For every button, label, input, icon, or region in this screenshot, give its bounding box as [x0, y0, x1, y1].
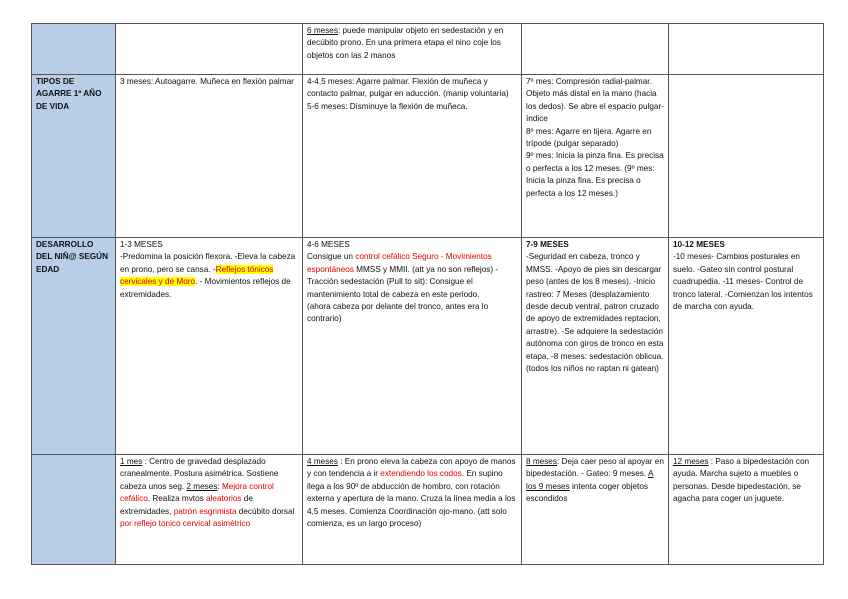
- cell-bottom-c1-t1: : Centro de gravedad desplazado cranealmente. Postura asimétrica. Sostiene cabeza unos seg.: [120, 457, 279, 491]
- cell-agarre-c3-p2: 8º mes: Agarre en tijera. Agarre en trípode (pulgar separado): [526, 126, 652, 149]
- cell-top-c2-lead: 6 meses: [307, 26, 338, 35]
- row-header-agarre: TIPOS DE AGARRE 1º AÑO DE VIDA: [32, 75, 116, 238]
- cell-bottom-c3-t2: intenta coger objetos escondidos: [526, 481, 648, 504]
- cell-desarrollo-c2: [303, 238, 522, 455]
- cell-bottom-c3-t1: : Deja caer peso al apoyar en bipedestación. - Gateo: 9 meses.: [526, 457, 664, 479]
- row-header-bottom: [32, 455, 116, 565]
- cell-agarre-c2: [303, 75, 522, 238]
- cell-bottom-c1-t4: de extremidades,: [120, 494, 253, 516]
- cell-desarrollo-c1-title: 1-3 MESES: [120, 240, 163, 249]
- cell-desarrollo-c1-t1: -Predomina la posición flexora. -Eleva la cabeza en prono, pero se cansa. -: [120, 252, 296, 274]
- cell-bottom-c4-t1: : Paso a bipedestación con ayuda. Marcha sujeto a muebles o personas. Desde bipedestación, se agacha para coger un juguete.: [673, 457, 810, 504]
- cell-agarre-c3-p1: 7º mes: Compresión radial-palmar. Objeto más distal en la mano (hacia los dedos). Se abre el espacio pulgar-índice: [526, 77, 664, 124]
- cell-agarre-c3-p3: 9º mes: Inicia la pinza fina. Es precisa o perfecta a los 12 meses. (9º mes: Inicia la pinza fina. Es precisa o perfecta a los 12 meses.): [526, 151, 664, 198]
- cell-desarrollo-c1: [116, 238, 303, 455]
- cell-bottom-c1-t2: :: [217, 481, 222, 491]
- cell-bottom-c2: [303, 455, 522, 565]
- development-table: [31, 23, 824, 565]
- cell-bottom-c1-r1: Mejora control cefálico: [120, 481, 274, 504]
- cell-agarre-c2-p1: 4-4,5 meses: Agarre palmar. Flexión de muñeca y contacto palmar, pulgar en aducción. (manip voluntaria): [307, 77, 509, 99]
- cell-bottom-c4-u1: 12 meses: [673, 457, 709, 466]
- cell-top-c1: [116, 24, 303, 75]
- row-header-desarrollo: DESARROLLO DEL NIÑ@ SEGÚN EDAD: [32, 238, 116, 455]
- cell-bottom-c1-r3: patrón esgrimista: [173, 506, 237, 516]
- cell-bottom-c4: [669, 455, 824, 565]
- cell-bottom-c1-t5: decúbito dorsal: [236, 506, 295, 516]
- cell-bottom-c3: [522, 455, 669, 565]
- table-row-top: [32, 24, 824, 75]
- cell-desarrollo-c3: [522, 238, 669, 455]
- cell-bottom-c3-u2: A los 9 meses: [526, 469, 654, 491]
- cell-desarrollo-c4-title: 10-12 MESES: [673, 240, 725, 249]
- cell-bottom-c3-u1: 8 meses: [526, 457, 557, 466]
- row-header-top: [32, 24, 116, 75]
- cell-agarre-c3: [522, 75, 669, 238]
- cell-bottom-c1-u2: 2 meses: [186, 481, 218, 491]
- cell-top-c2-text: : puede manipular objeto en sedestación y en decúbito prono. En una primera etapa el nino coje los objetos con las 2 manos: [307, 26, 504, 60]
- cell-desarrollo-c2-t1: Consigue un: [307, 252, 356, 262]
- cell-agarre-c4: [669, 75, 824, 238]
- cell-bottom-c1: [116, 455, 303, 565]
- table-row-bottom: [32, 455, 824, 565]
- cell-bottom-c2-t2: . En supino llega a los 90º de abducción de hombro, con rotación externa y apertura de la mano. Cruza la línea media a los 4,5 meses. Comienza Coordinación ojo-mano. (att solo comienza, es un largo proceso): [307, 469, 516, 529]
- cell-desarrollo-c2-red: control cefálico Seguro - Movimientos espontáneos: [307, 252, 492, 274]
- cell-desarrollo-c1-highlight: Reflejos tónicos cervicales y de Moro: [120, 264, 274, 287]
- cell-agarre-c1: 3 meses: Autoagarre. Muñeca en flexión palmar: [116, 75, 303, 238]
- cell-agarre-c2-p2: 5-6 meses: Disminuye la flexión de muñeca.: [307, 101, 468, 111]
- cell-top-c3: [522, 24, 669, 75]
- cell-top-c2: [303, 24, 522, 75]
- cell-desarrollo-c3-title: 7-9 MESES: [526, 240, 569, 249]
- table-row-desarrollo: [32, 238, 824, 455]
- cell-bottom-c2-t1: : En prono eleva la cabeza con apoyo de manos y con tendencia a ir: [307, 457, 516, 479]
- cell-desarrollo-c4: [669, 238, 824, 455]
- cell-bottom-c2-r1: extendiendo los codos: [380, 469, 462, 479]
- cell-bottom-c1-r2: aleatorios: [206, 494, 242, 504]
- cell-bottom-c1-u1: 1 mes: [120, 457, 143, 466]
- cell-bottom-c1-r4: por reflejo tonico cervical asimétrico: [120, 519, 251, 529]
- cell-desarrollo-c4-text: -10 meses- Cambios posturales en suelo. -Gateo sin control postural cuadrupedia. -11 meses- Control de tronco lateral. -Comienzan los intentos de marcha con ayuda.: [673, 252, 813, 312]
- cell-bottom-c2-u1: 4 meses: [307, 457, 338, 466]
- cell-desarrollo-c2-t2: MMSS y MMII. (att ya no son reflejos) -Tracción sedestación (Pull to sit): Consigue el mantenimiento total de cabeza en este periodo.: [307, 264, 499, 299]
- cell-desarrollo-c1-t2: . - Movimientos reflejos de extremidades.: [120, 277, 291, 299]
- table-row-agarre: [32, 75, 824, 238]
- cell-top-c4: [669, 24, 824, 75]
- cell-desarrollo-c3-text: -Seguridad en cabeza, tronco y MMSS. -Apoyo de pies sin descargar peso (antes de los 8 meses). -Inicio rastreo: 7 Meses (desplazamiento desde decub ventral, patron cruzado de apoyo de extremidades reptacion, arrastre). -Se adquiere la sedestación autónoma con giros de tronco en esta etapa. -8 meses: sedestación oblicua. (todos los niños no raptan ni gatean): [526, 252, 664, 374]
- cell-desarrollo-c2-title: 4-6 MESES: [307, 240, 350, 249]
- cell-desarrollo-c2-t3: (ahora cabeza por delante del tronco, antes era lo contrario): [307, 302, 489, 324]
- cell-bottom-c1-t3: . Realiza mvtos: [147, 494, 207, 504]
